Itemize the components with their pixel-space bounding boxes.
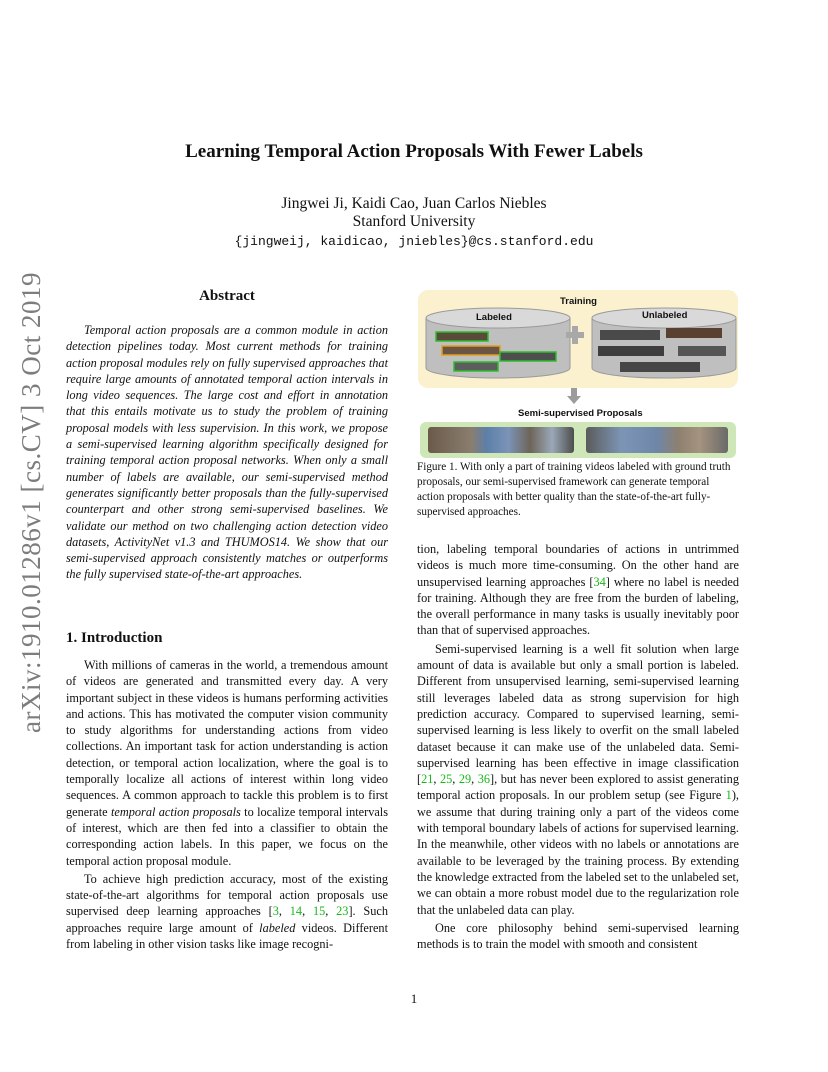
proposal-strip — [428, 427, 574, 453]
proposal-strip — [586, 427, 728, 453]
arxiv-stamp — [6, 271, 56, 733]
training-label: Training — [560, 296, 597, 307]
proposals-panel — [420, 422, 736, 458]
citation-link[interactable]: 21 — [421, 772, 434, 787]
right-column-text — [417, 541, 739, 952]
citation-link[interactable]: 3 — [272, 904, 279, 919]
email[interactable]: {jingweij, kaidicao, jniebles}@cs.stanford.edu — [234, 234, 594, 249]
arxiv-stamp-text: arXiv:1910.01286v1 [cs.CV] 3 Oct 2019 — [15, 271, 46, 733]
labeled-label: Labeled — [476, 312, 512, 323]
semi-supervised-proposals-label: Semi-supervised Proposals — [518, 408, 643, 419]
plus-icon — [566, 326, 584, 344]
citation-link[interactable]: 29 — [458, 772, 472, 787]
citation-link[interactable]: 34 — [593, 574, 606, 589]
citation-link[interactable]: 36 — [477, 772, 491, 787]
citation-link[interactable]: 25 — [439, 772, 453, 787]
right-paragraph-1: tion, labeling temporal boundaries of actions in untrimmed videos is much more time-consuming. On the other hand are unsupervised learning approaches [34] where no label is needed for training. Although they are free from the burden of labeling, the overall performance in many tasks is usually inevitably poor than that of supervised approaches. — [417, 542, 739, 638]
introduction-text — [66, 657, 388, 952]
intro-paragraph-2: To achieve high prediction accuracy, most of the existing state-of-the-art algorithms for temporal action proposals use supervised deep learning approaches [3, 14, 15, 23]. Such approaches require large amount of labeled videos. Different from labeling in other vision tasks like image recogni- — [66, 871, 389, 952]
citation-link[interactable]: 14 — [289, 904, 303, 919]
arrow-down-icon — [567, 388, 581, 404]
citation-link[interactable]: 15 — [312, 904, 326, 919]
citation-link[interactable]: 23 — [336, 904, 349, 919]
affiliation: Stanford University — [352, 213, 476, 230]
abstract-heading: Abstract — [199, 288, 255, 304]
right-paragraph-2: Semi-supervised learning is a well fit solution when large amount of data is available but only a small portion is labeled. Different from unsupervised learning, semi-supervised learning still leverages labeled data as strong supervision for high prediction accuracy. Compared to supervised learning, semi-supervised learning is less likely to overfit on the small labeled dataset because it can make use of the unlabeled data. Semi-supervised learning has been effective in image classification [21, 25, 29, 36], but has never been explored to assist generating temporal action proposals. In our problem setup (see Figure 1), we assume that during training only a part of the videos come with temporal boundary labels of actions for supervised learning. In the meanwhile, other videos with no labels or annotations are available to be leveraged by the training process. By extending the knowledge extracted from the labeled set to the unlabeled set, we can obtain a more robust model due to the regularization role that the unlabeled data can play. — [417, 641, 739, 917]
page-number: 1 — [410, 991, 418, 1006]
unlabeled-label: Unlabeled — [642, 310, 688, 321]
abstract-text: Temporal action proposals are a common module in action detection pipelines today. Most current methods for training action proposal modules rely on fully supervised approaches that require large amounts of annotated temporal action intervals in long video sequences. The large cost and effort in annotation that this entails motivate us to study the problem of training proposal models with less supervision. In this work, we propose a semi-supervised learning algorithm specifically designed for training temporal action proposal networks. When only a small number of labels are available, our semi-supervised method generates significantly better proposals than the fully-supervised counterpart and other strong semi-supervised baselines. We validate our method on two challenging action detection video datasets, ActivityNet v1.3 and THUMOS14. We show that our semi-supervised approach consistently matches or outperforms the fully supervised state-of-the-art approaches. — [66, 323, 388, 582]
section-heading-introduction: 1. Introduction — [66, 630, 163, 646]
figure-reference-link[interactable]: 1 — [725, 788, 732, 803]
authors: Jingwei Ji, Kaidi Cao, Juan Carlos Niebles — [281, 195, 547, 212]
figure-caption: Figure 1. With only a part of training videos labeled with ground truth proposals, our semi-supervised framework can generate temporal action proposals with better quality than the state-of-the-art fully-supervised approaches. — [417, 461, 731, 518]
paper-title: Learning Temporal Action Proposals With Fewer Labels — [185, 141, 643, 162]
figure-1 — [414, 288, 740, 460]
right-paragraph-3: One core philosophy behind semi-supervised learning methods is to train the model with smooth and consistent — [417, 920, 739, 952]
intro-paragraph-1: With millions of cameras in the world, a tremendous amount of videos are generated and transmitted every day. A very important subject in these videos is humans performing activities and actions. This has motivated the computer vision community to study algorithms for understanding actions from video collections. An important task for action understanding is action detection, or temporal action localization, where the goal is to temporally localize all actions of interest within long video sequences. A common approach to tackle this problem is to first generate temporal action proposals to localize temporal intervals of interest, which are then fed into a classifier to obtain the corresponding action labels. In this paper, we focus on the temporal action proposal module. — [66, 658, 389, 868]
